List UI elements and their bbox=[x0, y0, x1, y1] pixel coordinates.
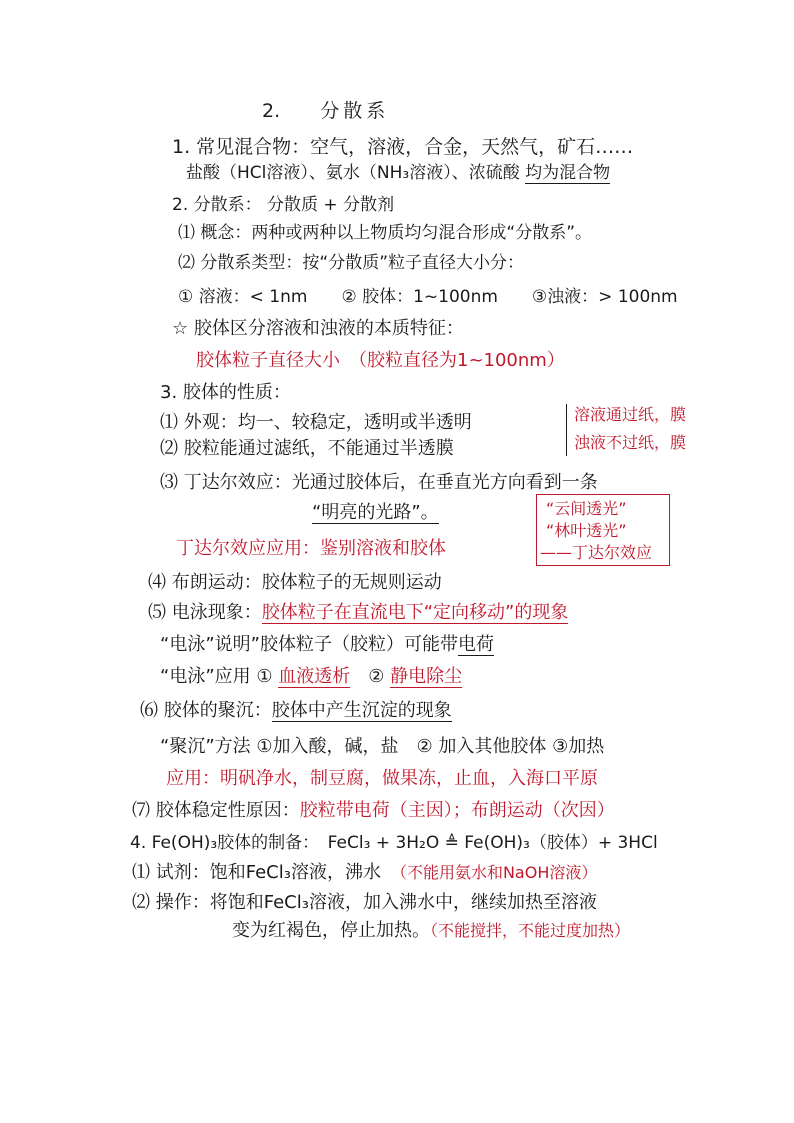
electrophoresis-app-2: 静电除尘 bbox=[390, 666, 463, 687]
property-tyndall: ⑶ 丁达尔效应：光通过胶体后，在垂直光方向看到一条 bbox=[160, 472, 598, 493]
filtration-note-suspension: 浊液不过纸，膜 bbox=[574, 433, 687, 452]
preparation-title: 4. Fe(OH)₃胶体的制备： FeCl₃ + 3H₂O ≜ Fe(OH)₃（胶体）+ 3HCl bbox=[130, 833, 658, 853]
mixtures-conclusion: 均为混合物 bbox=[525, 163, 611, 183]
dispersion-def: 2. 分散系： 分散质 + 分散剂 bbox=[172, 195, 395, 215]
property-coagulation bbox=[140, 698, 452, 724]
electrophoresis-meaning-text: “电泳”说明”胶体粒子（胶粒）可能带 bbox=[160, 634, 458, 655]
tyndall-light-path bbox=[312, 500, 439, 526]
heading-number: 2. bbox=[262, 100, 281, 122]
electrophoresis-meaning bbox=[160, 632, 494, 658]
property-stability bbox=[132, 798, 615, 824]
filtration-note-solution: 溶液通过纸，膜 bbox=[574, 405, 687, 424]
heading-title: 分散系 bbox=[320, 100, 390, 122]
mixtures-examples bbox=[186, 160, 610, 186]
mixtures-examples-text: 盐酸（HCl溶液）、氨水（NH₃溶液）、浓硫酸 bbox=[186, 163, 526, 183]
preparation-reagents bbox=[132, 860, 597, 886]
tyndall-example-2: “林叶透光” bbox=[546, 521, 627, 540]
colloid-properties-title: 3. 胶体的性质： bbox=[160, 382, 291, 403]
procedure-warning: （不能搅拌，不能过度加热） bbox=[430, 921, 631, 940]
stability-label: ⑺ 胶体稳定性原因： bbox=[132, 800, 300, 821]
property-electrophoresis bbox=[148, 600, 568, 626]
property-filtration: ⑵ 胶粒能通过滤纸，不能通过半透膜 bbox=[160, 438, 454, 459]
coagulation-label: ⑹ 胶体的聚沉： bbox=[140, 700, 272, 721]
electrophoresis-application bbox=[160, 664, 462, 690]
procedure-cont-text: 变为红褐色，停止加热。 bbox=[232, 920, 430, 941]
electrophoresis-charge: 电荷 bbox=[457, 634, 494, 655]
electrophoresis-app-sep: ② bbox=[350, 666, 391, 687]
preparation-procedure-cont bbox=[232, 918, 630, 944]
dispersion-concept: ⑴ 概念：两种或两种以上物质均匀混合形成“分散系”。 bbox=[178, 223, 593, 243]
preparation-procedure: ⑵ 操作：将饱和FeCl₃溶液，加入沸水中，继续加热至溶液 bbox=[132, 892, 597, 913]
dispersion-types-intro: ⑵ 分散系类型：按“分散质”粒子直径大小分： bbox=[178, 253, 525, 273]
tyndall-application: 丁达尔效应应用：鉴别溶液和胶体 bbox=[176, 538, 446, 559]
tyndall-example-3: ——丁达尔效应 bbox=[540, 543, 653, 562]
coagulation-applications: 应用：明矾净水，制豆腐，做果冻，止血，入海口平原 bbox=[166, 768, 598, 789]
coagulation-desc: 胶体中产生沉淀的现象 bbox=[271, 700, 452, 721]
section-heading bbox=[262, 98, 389, 124]
electrophoresis-app-label: “电泳”应用 ① bbox=[160, 666, 279, 687]
reagents-warning: （不能用氨水和NaOH溶液） bbox=[398, 863, 598, 882]
colloid-essence-question: ☆ 胶体区分溶液和浊液的本质特征： bbox=[172, 318, 464, 339]
property-brownian: ⑷ 布朗运动：胶体粒子的无规则运动 bbox=[148, 572, 442, 593]
reagents-text: ⑴ 试剂：饱和FeCl₃溶液，沸水 bbox=[132, 862, 399, 883]
property-appearance: ⑴ 外观：均一、较稳定，透明或半透明 bbox=[160, 412, 472, 433]
electrophoresis-app-1: 血液透析 bbox=[278, 666, 351, 687]
stability-reasons: 胶粒带电荷（主因）；布朗运动（次因） bbox=[299, 800, 615, 821]
coagulation-methods: “聚沉”方法 ①加入酸，碱，盐 ② 加入其他胶体 ③加热 bbox=[160, 736, 605, 757]
electrophoresis-label: ⑸ 电泳现象： bbox=[148, 602, 262, 623]
electrophoresis-desc: 胶体粒子在直流电下“定向移动”的现象 bbox=[261, 602, 569, 623]
tyndall-example-1: “云间透光” bbox=[546, 499, 627, 518]
dispersion-types: ① 溶液：< 1nm ② 胶体：1~100nm ③浊液：> 100nm bbox=[178, 287, 678, 307]
mixtures-line: 1. 常见混合物：空气，溶液，合金，天然气，矿石…… bbox=[172, 136, 634, 158]
filtration-brace bbox=[566, 404, 567, 456]
colloid-essence-answer: 胶体粒子直径大小 （胶粒直径为1~100nm） bbox=[196, 350, 565, 371]
tyndall-light-path-text: “明亮的光路”。 bbox=[312, 502, 439, 523]
